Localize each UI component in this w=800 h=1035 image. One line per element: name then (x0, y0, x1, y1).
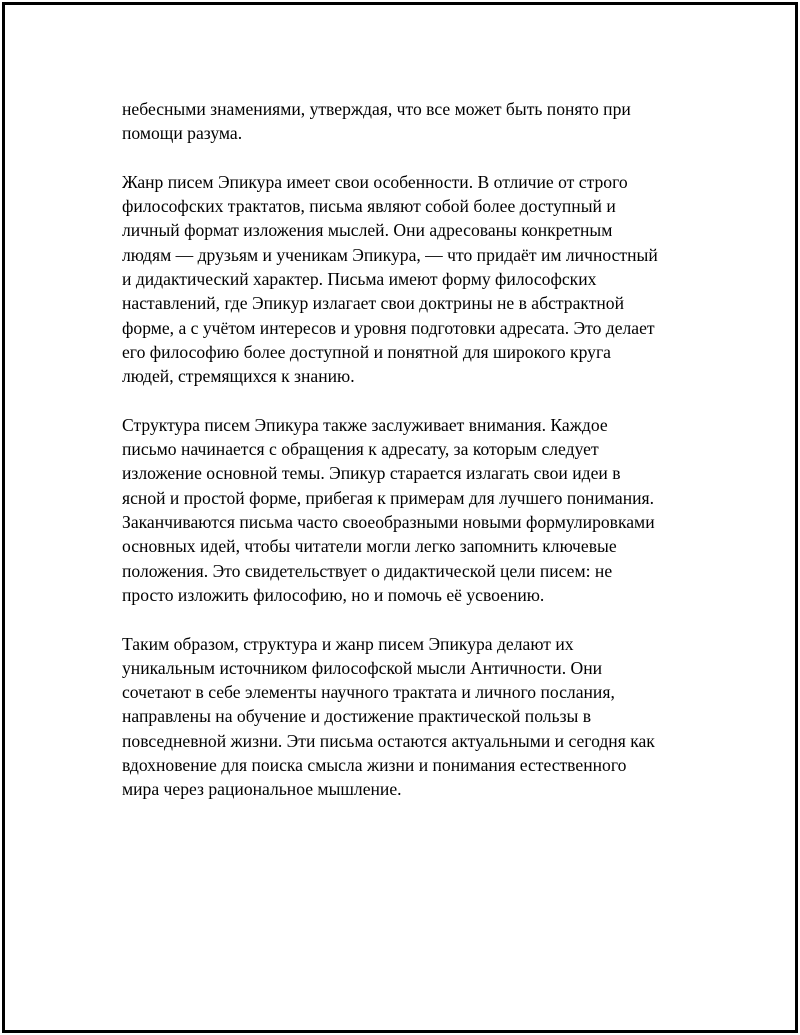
text-line: философских трактатов, письма являют собой более доступный и (122, 196, 616, 217)
text-line: людям — друзьям и ученикам Эпикура, — что придаёт им личностный (122, 244, 658, 265)
text-line: уникальным источником философской мысли Античности. Они (122, 657, 603, 678)
text-line: положения. Это свидетельствует о дидактической цели писем: не (122, 560, 613, 581)
text-line: Таким образом, структура и жанр писем Эпикура делают их (122, 633, 574, 654)
paragraph-4 (122, 632, 712, 802)
text-line: и дидактический характер. Письма имеют форму философских (122, 269, 597, 290)
paragraph-1 (122, 97, 712, 146)
text-line: помощи разума. (122, 123, 243, 144)
text-line: Структура писем Эпикура также заслуживает внимания. Каждое (122, 414, 608, 435)
text-line: направлены на обучение и достижение практической пользы в (122, 706, 592, 727)
text-line: основных идей, чтобы читатели могли легко запомнить ключевые (122, 536, 617, 557)
paragraph-2 (122, 170, 712, 389)
text-line: письмо начинается с обращения к адресату, за которым следует (122, 439, 599, 460)
text-line: его философию более доступной и понятной для широкого круга (122, 341, 611, 362)
text-line: Жанр писем Эпикура имеет свои особенности. В отличие от строго (122, 171, 628, 192)
text-line: ясной и простой форме, прибегая к примерам для лучшего понимания. (122, 487, 655, 508)
text-line: повседневной жизни. Эти письма остаются актуальными и сегодня как (122, 730, 655, 751)
text-line: людей, стремящихся к знанию. (122, 366, 355, 387)
text-line: Заканчиваются письма часто своеобразными новыми формулировками (122, 512, 655, 533)
text-line: форме, а с учётом интересов и уровня подготовки адресата. Это делает (122, 317, 655, 338)
text-line: вдохновение для поиска смысла жизни и понимания естественного (122, 755, 627, 776)
text-line: изложение основной темы. Эпикур старается излагать свои идеи в (122, 463, 621, 484)
text-line: небесными знамениями, утверждая, что все может быть понято при (122, 99, 631, 119)
text-line: просто изложить философию, но и помочь её усвоению. (122, 584, 545, 605)
page-frame (2, 2, 798, 1033)
text-line: сочетают в себе элементы научного трактата и личного послания, (122, 682, 615, 703)
text-line: мира через рациональное мышление. (122, 779, 402, 800)
document-body (122, 97, 712, 826)
paragraph-3 (122, 413, 712, 607)
text-line: наставлений, где Эпикур излагает свои доктрины не в абстрактной (122, 293, 625, 314)
text-line: личный формат изложения мыслей. Они адресованы конкретным (122, 220, 613, 241)
